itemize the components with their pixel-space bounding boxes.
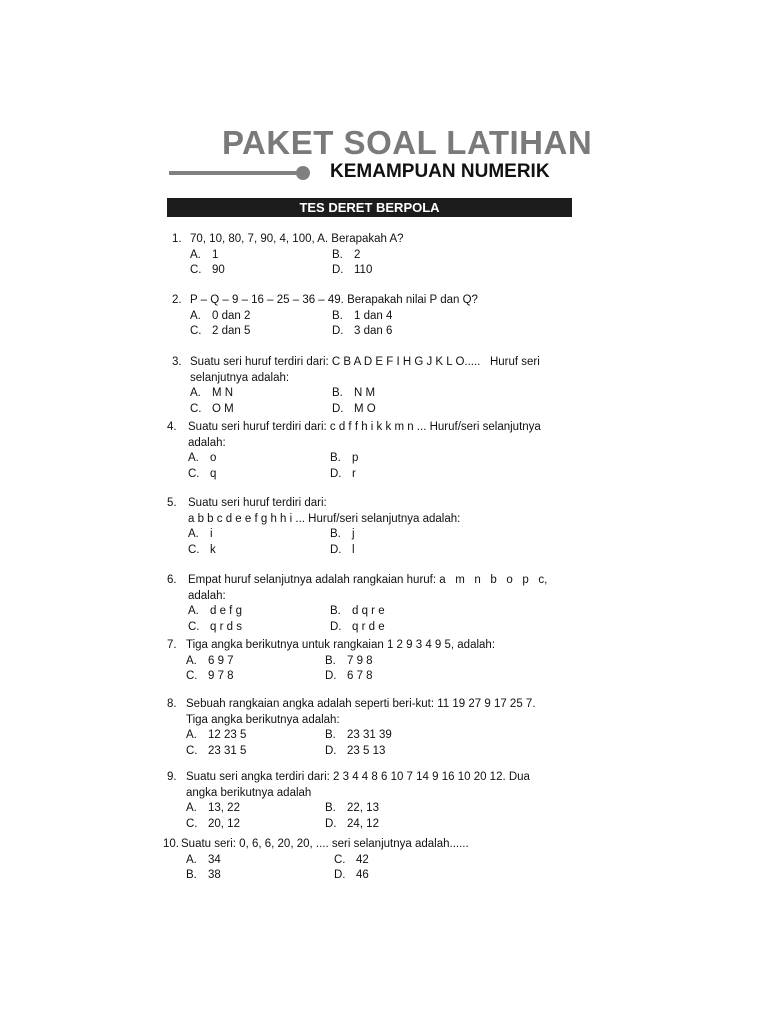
option-text: 2 <box>354 248 361 261</box>
option-text: 34 <box>208 853 221 866</box>
answer-option <box>188 451 216 467</box>
answer-option <box>325 744 385 760</box>
option-text: 2 dan 5 <box>212 325 251 337</box>
option-label: D. <box>332 325 344 337</box>
option-label: B. <box>186 869 197 881</box>
option-label: B. <box>330 528 341 540</box>
question-number: 10. <box>163 838 179 850</box>
question-text: 70, 10, 80, 7, 90, 4, 100, A. Berapakah A? <box>190 233 404 245</box>
question-text: selanjutnya adalah: <box>190 371 290 384</box>
option-text: 23 5 13 <box>347 744 386 757</box>
option-label: D. <box>325 817 337 830</box>
answer-option <box>332 402 376 418</box>
option-label: A. <box>190 309 201 322</box>
option-label: C. <box>186 670 198 682</box>
option-text: r <box>352 467 356 480</box>
option-text: q <box>210 467 217 480</box>
question-number: 6. <box>167 574 177 586</box>
option-label: C. <box>190 325 202 337</box>
page-subtitle: KEMAMPUAN NUMERIK <box>330 161 550 182</box>
answer-option <box>330 620 385 636</box>
option-label: B. <box>325 729 336 741</box>
option-text: 24, 12 <box>347 817 379 830</box>
answer-option <box>188 604 242 620</box>
option-text: 13, 22 <box>208 802 240 814</box>
answer-option <box>190 324 250 340</box>
option-text: l <box>352 543 355 556</box>
answer-option <box>190 248 218 264</box>
option-label: D. <box>330 467 342 480</box>
option-label: B. <box>325 654 336 667</box>
option-text: 1 <box>212 248 219 261</box>
option-text: 42 <box>356 853 369 866</box>
answer-option <box>332 386 375 402</box>
option-text: 7 9 8 <box>347 654 373 667</box>
option-text: 46 <box>356 869 369 881</box>
answer-option <box>332 248 360 264</box>
question-text: a b b c d e e f g h h i ... Huruf/seri selanjutnya adalah: <box>188 512 461 525</box>
option-text: 110 <box>354 264 373 276</box>
question-number: 9. <box>167 771 177 783</box>
question-number: 5. <box>167 497 177 509</box>
answer-option <box>190 309 250 325</box>
question-text: Suatu seri huruf terdiri dari: c d f f h i k k m n ... Huruf/seri selanjutnya <box>188 421 541 433</box>
option-label: A. <box>188 605 199 617</box>
answer-option <box>334 853 369 869</box>
option-label: B. <box>330 605 341 617</box>
option-text: 23 31 5 <box>208 744 247 757</box>
answer-option <box>186 868 221 884</box>
option-label: D. <box>334 869 346 881</box>
option-text: N M <box>354 387 376 399</box>
question-text: Tiga angka berikutnya untuk rangkaian 1 2 9 3 4 9 5, adalah: <box>186 639 496 651</box>
question-number: 2. <box>172 294 182 306</box>
question-text: Suatu seri angka terdiri dari: 2 3 4 4 8 6 10 7 14 9 16 10 20 12. Dua <box>186 771 530 783</box>
answer-option <box>186 669 234 685</box>
answer-option <box>330 527 355 543</box>
answer-option <box>186 801 240 817</box>
question-text: Empat huruf selanjutnya adalah rangkaian huruf: a m n b o p c, <box>188 574 548 586</box>
option-text: k <box>210 543 216 556</box>
answer-option <box>325 728 392 744</box>
option-label: C. <box>188 467 200 480</box>
option-label: C. <box>334 853 346 866</box>
answer-option <box>325 817 379 833</box>
title-divider-dot <box>296 166 310 180</box>
question-text: Suatu seri huruf terdiri dari: C B A D E F I H G J K L O..... Huruf seri <box>190 356 540 368</box>
question-text: Tiga angka berikutnya adalah: <box>186 713 340 726</box>
option-text: i <box>210 528 213 540</box>
option-text: q r d s <box>210 620 242 633</box>
section-header: TES DERET BERPOLA <box>167 198 572 217</box>
option-text: 6 9 7 <box>208 654 234 667</box>
answer-option <box>186 744 246 760</box>
option-text: M O <box>354 402 376 415</box>
answer-option <box>330 543 355 559</box>
option-text: d e f g <box>210 605 242 617</box>
page-title: PAKET SOAL LATIHAN <box>222 124 593 161</box>
option-text: 0 dan 2 <box>212 309 251 322</box>
option-label: C. <box>186 817 198 830</box>
option-text: 38 <box>208 869 221 881</box>
answer-option <box>330 451 358 467</box>
option-label: D. <box>330 620 342 633</box>
question-text: P – Q – 9 – 16 – 25 – 36 – 49. Berapakah nilai P dan Q? <box>190 294 478 306</box>
question-text: Sebuah rangkaian angka adalah seperti beri-kut: 11 19 27 9 17 25 7. <box>186 698 536 710</box>
option-label: B. <box>332 387 343 399</box>
option-label: A. <box>188 452 199 464</box>
option-label: B. <box>332 309 343 322</box>
question-text: adalah: <box>188 436 226 449</box>
option-text: O M <box>212 402 234 415</box>
option-text: 90 <box>212 264 225 276</box>
option-text: 3 dan 6 <box>354 325 393 337</box>
option-label: C. <box>186 744 198 757</box>
option-text: q r d e <box>352 620 385 633</box>
answer-option <box>325 669 373 685</box>
option-label: B. <box>325 802 336 814</box>
option-label: C. <box>190 402 202 415</box>
answer-option <box>332 324 392 340</box>
option-label: A. <box>186 853 197 866</box>
option-label: A. <box>186 654 197 667</box>
option-text: 9 7 8 <box>208 670 234 682</box>
option-label: D. <box>330 543 342 556</box>
option-label: C. <box>188 620 200 633</box>
option-text: o <box>210 452 217 464</box>
question-number: 8. <box>167 698 177 710</box>
answer-option <box>186 817 240 833</box>
answer-option <box>330 467 356 483</box>
option-text: d q r e <box>352 605 385 617</box>
option-label: D. <box>332 264 344 276</box>
answer-option <box>188 467 216 483</box>
answer-option <box>188 543 216 559</box>
option-label: A. <box>186 802 197 814</box>
option-label: A. <box>186 729 197 741</box>
question-text: Suatu seri: 0, 6, 6, 20, 20, .... seri selanjutnya adalah...... <box>181 838 469 850</box>
option-text: j <box>352 528 355 540</box>
option-label: A. <box>190 387 201 399</box>
option-text: p <box>352 452 359 464</box>
option-text: 6 7 8 <box>347 670 373 682</box>
answer-option <box>190 402 234 418</box>
title-divider-line <box>169 171 305 175</box>
answer-option <box>188 527 213 543</box>
question-number: 7. <box>167 639 177 651</box>
answer-option <box>334 868 369 884</box>
question-number: 1. <box>172 233 182 245</box>
answer-option <box>330 604 385 620</box>
question-text: angka berikutnya adalah <box>186 786 312 799</box>
option-label: C. <box>188 543 200 556</box>
answer-option <box>186 853 221 869</box>
option-label: D. <box>325 744 337 757</box>
option-label: B. <box>330 452 341 464</box>
option-text: 12 23 5 <box>208 729 247 741</box>
option-label: A. <box>188 528 199 540</box>
option-text: 1 dan 4 <box>354 309 393 322</box>
answer-option <box>332 309 392 325</box>
question-text: adalah: <box>188 589 226 602</box>
answer-option <box>190 386 233 402</box>
answer-option <box>186 728 246 744</box>
answer-option <box>190 263 225 279</box>
question-number: 4. <box>167 421 177 433</box>
option-label: D. <box>332 402 344 415</box>
answer-option <box>332 263 372 279</box>
answer-option <box>188 620 242 636</box>
option-label: C. <box>190 264 202 276</box>
question-number: 3. <box>172 356 182 368</box>
answer-option <box>325 654 373 670</box>
question-text: Suatu seri huruf terdiri dari: <box>188 497 327 509</box>
answer-option <box>325 801 379 817</box>
option-text: M N <box>212 387 234 399</box>
option-label: A. <box>190 248 201 261</box>
option-text: 22, 13 <box>347 802 379 814</box>
option-text: 20, 12 <box>208 817 240 830</box>
option-text: 23 31 39 <box>347 729 392 741</box>
option-label: B. <box>332 248 343 261</box>
option-label: D. <box>325 670 337 682</box>
answer-option <box>186 654 234 670</box>
